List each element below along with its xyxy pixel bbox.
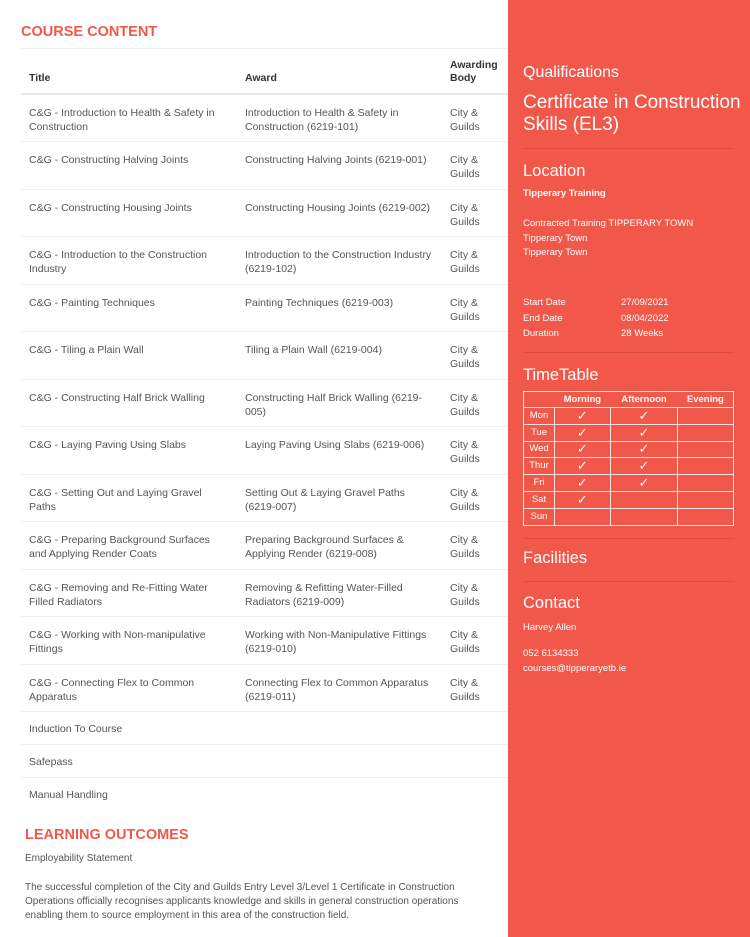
contact-phone[interactable]: 052 6134333	[523, 648, 579, 659]
employability-subheading: Employability Statement	[25, 853, 133, 864]
course-content-heading: COURSE CONTENT	[21, 24, 158, 40]
module-title: C&G - Laying Paving Using Slabs	[21, 427, 237, 475]
timetable-row	[524, 408, 734, 425]
timetable	[523, 391, 734, 526]
day-label: Sat	[524, 491, 555, 508]
table-row	[21, 664, 508, 712]
module-title: C&G - Constructing Half Brick Walling	[21, 379, 237, 427]
start-date-row	[523, 295, 669, 311]
table-row	[21, 569, 508, 617]
module-award: Introduction to Health & Safety in Construction (6219-101)	[237, 94, 442, 142]
module-title: C&G - Introduction to the Construction Industry	[21, 237, 237, 285]
timetable-row	[524, 475, 734, 492]
table-row	[21, 522, 508, 570]
check-icon: ✓	[555, 491, 611, 508]
module-title: C&G - Working with Non-manipulative Fittings	[21, 617, 237, 665]
contact-email-link[interactable]: courses@tipperaryetb.ie	[523, 663, 627, 674]
awarding-body: City & Guilds	[442, 522, 508, 570]
module-award: Working with Non-Manipulative Fittings (6219-010)	[237, 617, 442, 665]
column-header-evening: Evening	[678, 392, 734, 408]
divider	[523, 538, 734, 539]
module-award: Tiling a Plain Wall (6219-004)	[237, 332, 442, 380]
module-award: Removing & Refitting Water-Filled Radiators (6219-009)	[237, 569, 442, 617]
column-header-title: Title	[21, 49, 237, 95]
module-title: C&G - Introduction to Health & Safety in Construction	[21, 94, 237, 142]
table-header-row	[21, 49, 508, 95]
check-icon: ✓	[610, 408, 678, 425]
awarding-body: City & Guilds	[442, 142, 508, 190]
awarding-body: City & Guilds	[442, 474, 508, 522]
check-icon: ✓	[610, 475, 678, 492]
timetable-row	[524, 458, 734, 475]
column-header-awarding-body: Awarding Body	[442, 49, 508, 95]
check-icon: ✓	[555, 424, 611, 441]
module-award: Introduction to the Construction Industry (6219-102)	[237, 237, 442, 285]
column-header-morning: Morning	[555, 392, 611, 408]
table-row	[21, 617, 508, 665]
empty-slot	[678, 508, 734, 525]
table-row	[21, 474, 508, 522]
timetable-header-row	[524, 392, 734, 408]
qualification-name: Certificate in Construction Skills (EL3)	[523, 92, 741, 135]
column-header-award: Award	[237, 49, 442, 95]
check-icon: ✓	[610, 458, 678, 475]
end-date-label: End Date	[523, 312, 563, 324]
empty-slot	[555, 508, 611, 525]
awarding-body: City & Guilds	[442, 569, 508, 617]
column-header-afternoon: Afternoon	[610, 392, 678, 408]
table-row	[21, 284, 508, 332]
awarding-body: City & Guilds	[442, 427, 508, 475]
table-row	[21, 379, 508, 427]
awarding-body: City & Guilds	[442, 284, 508, 332]
empty-slot	[678, 475, 734, 492]
module-title: C&G - Constructing Halving Joints	[21, 142, 237, 190]
end-date-row	[523, 311, 669, 327]
timetable-row	[524, 441, 734, 458]
day-label: Wed	[524, 441, 555, 458]
divider	[523, 581, 734, 582]
empty-slot	[610, 508, 678, 525]
timetable-row	[524, 508, 734, 525]
check-icon: ✓	[555, 458, 611, 475]
awarding-body: City & Guilds	[442, 94, 508, 142]
table-row	[21, 745, 508, 778]
awarding-body: City & Guilds	[442, 617, 508, 665]
start-date-label: Start Date	[523, 297, 566, 308]
module-title: C&G - Removing and Re-Fitting Water Filled Radiators	[21, 569, 237, 617]
address-line: Tipperary Town	[523, 247, 588, 258]
table-row	[21, 237, 508, 285]
course-info-sidebar	[508, 0, 750, 937]
awarding-body: City & Guilds	[442, 379, 508, 427]
timetable-row	[524, 424, 734, 441]
day-label: Thur	[524, 458, 555, 475]
timetable-row	[524, 491, 734, 508]
timetable-label: TimeTable	[523, 366, 599, 384]
module-title: C&G - Tiling a Plain Wall	[21, 332, 237, 380]
location-name: Tipperary Training	[523, 188, 606, 199]
table-row	[21, 332, 508, 380]
day-label: Fri	[524, 475, 555, 492]
module-title: C&G - Connecting Flex to Common Apparatus	[21, 664, 237, 712]
module-award: Constructing Housing Joints (6219-002)	[237, 189, 442, 237]
table-row	[21, 142, 508, 190]
duration-value: 28 Weeks	[621, 328, 664, 339]
day-label: Sun	[524, 508, 555, 525]
course-dates	[523, 295, 669, 342]
empty-slot	[678, 491, 734, 508]
empty-slot	[610, 491, 678, 508]
contact-label: Contact	[523, 594, 580, 612]
module-title: C&G - Constructing Housing Joints	[21, 189, 237, 237]
table-row	[21, 778, 508, 811]
divider	[523, 352, 734, 353]
extra-module: Induction To Course	[21, 712, 508, 745]
duration-label: Duration	[523, 328, 559, 339]
awarding-body: City & Guilds	[442, 237, 508, 285]
extra-module: Safepass	[21, 745, 508, 778]
module-award: Constructing Half Brick Walling (6219-005)	[237, 379, 442, 427]
address-line: Tipperary Town	[523, 232, 588, 244]
start-date-value: 27/09/2021	[621, 297, 669, 308]
learning-outcomes-heading: LEARNING OUTCOMES	[25, 827, 189, 843]
module-award: Setting Out & Laying Gravel Paths (6219-007)	[237, 474, 442, 522]
check-icon: ✓	[610, 441, 678, 458]
check-icon: ✓	[610, 424, 678, 441]
empty-slot	[678, 424, 734, 441]
qualifications-label: Qualifications	[523, 64, 620, 81]
module-award: Preparing Background Surfaces & Applying Render (6219-008)	[237, 522, 442, 570]
module-award: Painting Techniques (6219-003)	[237, 284, 442, 332]
module-award: Constructing Halving Joints (6219-001)	[237, 142, 442, 190]
table-row	[21, 427, 508, 475]
awarding-body: City & Guilds	[442, 664, 508, 712]
empty-slot	[678, 408, 734, 425]
table-row	[21, 189, 508, 237]
course-content-table	[21, 48, 508, 811]
module-award: Laying Paving Using Slabs (6219-006)	[237, 427, 442, 475]
check-icon: ✓	[555, 475, 611, 492]
location-address	[523, 217, 693, 261]
table-row	[21, 94, 508, 142]
duration-row	[523, 326, 669, 342]
empty-slot	[678, 441, 734, 458]
module-title: C&G - Preparing Background Surfaces and Applying Render Coats	[21, 522, 237, 570]
location-label: Location	[523, 162, 586, 180]
awarding-body: City & Guilds	[442, 332, 508, 380]
contact-name: Harvey Allen	[523, 622, 577, 633]
empty-slot	[678, 458, 734, 475]
check-icon: ✓	[555, 441, 611, 458]
end-date-value: 08/04/2022	[621, 312, 669, 324]
address-line: Contracted Training TIPPERARY TOWN	[523, 218, 694, 229]
timetable-corner	[524, 392, 555, 408]
employability-statement: The successful completion of the City and Guilds Entry Level 3/Level 1 Certificate in Construction Operations officially recognises applicants knowledge and skills in general construction operations enabling them to source employment in this area of the construction field.	[25, 882, 459, 921]
day-label: Tue	[524, 424, 555, 441]
day-label: Mon	[524, 408, 555, 425]
awarding-body: City & Guilds	[442, 189, 508, 237]
check-icon: ✓	[555, 408, 611, 425]
table-row	[21, 712, 508, 745]
module-title: C&G - Painting Techniques	[21, 284, 237, 332]
extra-module: Manual Handling	[29, 789, 108, 801]
facilities-label: Facilities	[523, 549, 588, 567]
module-award: Connecting Flex to Common Apparatus (6219-011)	[237, 664, 442, 712]
module-title: C&G - Setting Out and Laying Gravel Paths	[21, 474, 237, 522]
divider	[523, 148, 734, 149]
